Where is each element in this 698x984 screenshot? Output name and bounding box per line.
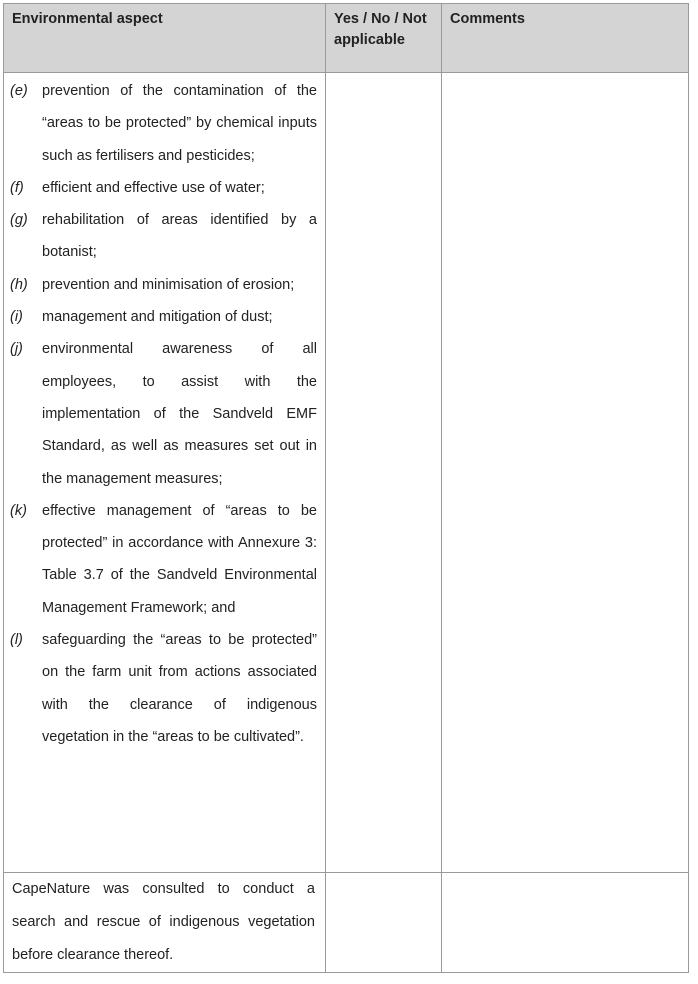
table-row bbox=[4, 73, 689, 873]
yes-no-cell[interactable] bbox=[326, 873, 442, 973]
header-comments: Comments bbox=[442, 4, 689, 73]
item-text: effective management of “areas to be protected” in accordance with Annexure 3: Table 3.7 of the Sandveld Environmental Management Framework; and bbox=[42, 502, 317, 616]
list-item bbox=[10, 301, 317, 333]
item-label: (e) bbox=[10, 83, 28, 99]
list-item bbox=[10, 624, 317, 753]
item-text: efficient and effective use of water; bbox=[42, 179, 265, 196]
capenature-text: CapeNature was consulted to conduct a search and rescue of indigenous vegetation before clearance thereof. bbox=[12, 881, 315, 963]
list-item bbox=[10, 204, 317, 269]
item-label: (l) bbox=[10, 632, 23, 649]
item-text: prevention of the contamination of the “areas to be protected” by chemical inputs such as fertilisers and pesticides; bbox=[42, 83, 317, 164]
list-item bbox=[10, 333, 317, 494]
item-label: (i) bbox=[10, 309, 23, 326]
aspect-item-list bbox=[4, 73, 325, 753]
table-header-row bbox=[4, 4, 689, 73]
list-item bbox=[10, 75, 317, 172]
item-text: safeguarding the “areas to be protected” on the farm unit from actions associated with the clearance of indigenous vegetation in the “areas to be cultivated”. bbox=[42, 632, 317, 745]
aspect-cell bbox=[4, 873, 326, 973]
item-text: environmental awareness of all employees, to assist with the implementation of the Sandveld EMF Standard, as well as measures set out in the management measures; bbox=[42, 341, 317, 487]
yes-no-cell[interactable] bbox=[326, 73, 442, 873]
item-label: (g) bbox=[10, 212, 28, 229]
header-environmental-aspect: Environmental aspect bbox=[4, 4, 326, 73]
environmental-aspect-table bbox=[3, 3, 689, 973]
aspect-cell bbox=[4, 73, 326, 873]
header-yes-no: Yes / No / Not applicable bbox=[326, 4, 442, 73]
item-label: (j) bbox=[10, 341, 23, 358]
item-text: prevention and minimisation of erosion; bbox=[42, 276, 295, 293]
list-item bbox=[10, 495, 317, 624]
item-label: (k) bbox=[10, 502, 27, 519]
comments-cell[interactable] bbox=[442, 73, 689, 873]
table-row bbox=[4, 873, 689, 973]
comments-cell[interactable] bbox=[442, 873, 689, 973]
item-label: (f) bbox=[10, 179, 24, 196]
list-item bbox=[10, 172, 317, 204]
item-text: management and mitigation of dust; bbox=[42, 309, 273, 326]
item-label: (h) bbox=[10, 276, 28, 293]
list-item bbox=[10, 269, 317, 301]
item-text: rehabilitation of areas identified by a botanist; bbox=[42, 212, 317, 261]
